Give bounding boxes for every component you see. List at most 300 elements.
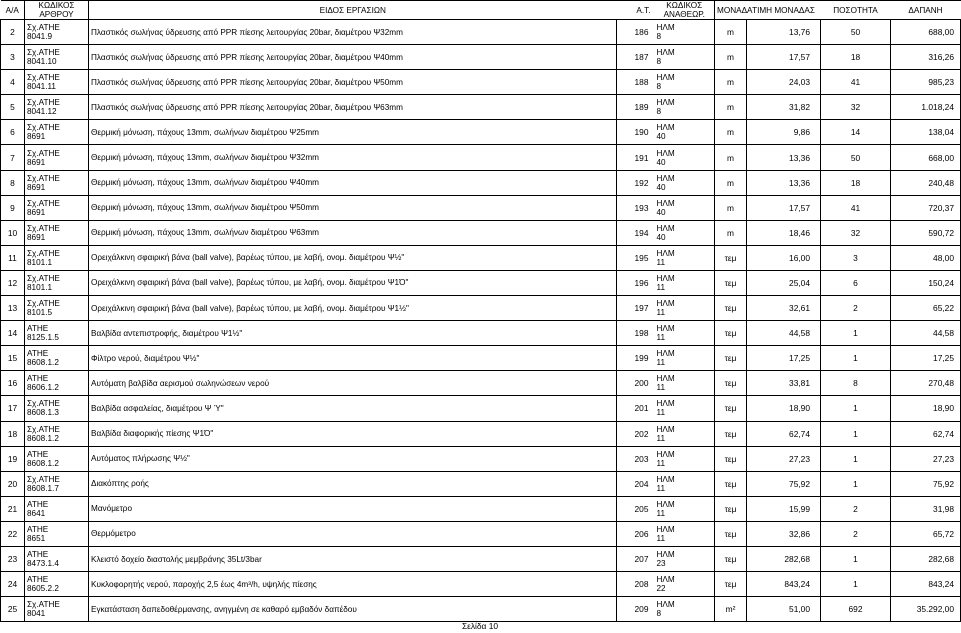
article-code-line: Σχ.ΑΤΗΕ [27,23,60,33]
unit-price: 25,04 [747,270,821,295]
article-code [25,220,89,245]
unit-of-measure: m [715,20,747,45]
quantity: 32 [821,95,891,120]
revision-code-line: 11 [656,458,665,468]
unit-price: 13,36 [747,170,821,195]
work-description: Βαλβίδα ασφαλείας, διαμέτρου Ψ Ύ" [89,396,617,421]
revision-code-line: 11 [656,257,665,267]
revision-code-line: ΗΛΜ [656,98,675,108]
article-code-line: Σχ.ΑΤΗΕ [27,173,60,183]
article-code [25,421,89,446]
revision-code [655,471,715,496]
article-code-line: 8651 [27,533,46,543]
revision-code-line: 8 [656,32,662,42]
table-row [1,446,961,471]
article-code-line: ΑΤΗΕ [27,499,49,509]
unit-of-measure: τεμ [715,446,747,471]
article-code-line: ΑΤΗΕ [27,524,49,534]
col-header-at: Α.Τ. [617,1,655,20]
row-number: 3 [1,45,25,70]
line-cost: 720,37 [891,195,961,220]
table-row [1,45,961,70]
table-row [1,70,961,95]
revision-code-line: ΗΛΜ [656,123,675,133]
article-code-line: 8691 [27,207,46,217]
price-article-number: 187 [617,45,655,70]
work-description: Θερμική μόνωση, πάχους 13mm, σωλήνων διαμέτρου Ψ32mm [89,145,617,170]
article-code [25,95,89,120]
quantity: 50 [821,20,891,45]
revision-code-line: 23 [656,559,666,569]
work-description: Αυτόματη βαλβίδα αερισμού σωληνώσεων νερού [89,371,617,396]
work-description: Θερμική μόνωση, πάχους 13mm, σωλήνων διαμέτρου Ψ63mm [89,220,617,245]
revision-code-line: 40 [656,182,666,192]
quantity: 1 [821,446,891,471]
article-code-line: Σχ.ΑΤΗΕ [27,299,60,309]
table-row [1,396,961,421]
unit-price: 17,57 [747,195,821,220]
unit-price: 51,00 [747,597,821,622]
unit-price: 282,68 [747,546,821,571]
line-cost: 18,90 [891,396,961,421]
table-row [1,496,961,521]
work-description: Πλαστικός σωλήνας ύδρευσης από PPR πίεσης λειτουργίας 20bar, διαμέτρου Ψ40mm [89,45,617,70]
table-row [1,421,961,446]
col-header-unitcode: ΚΩΔΙΚΟΣ ΑΝΑΘΕΩΡ. [655,1,715,20]
article-code [25,70,89,95]
article-code [25,321,89,346]
line-cost: 843,24 [891,572,961,597]
price-article-number: 191 [617,145,655,170]
quantity: 1 [821,546,891,571]
work-description: Αυτόματος πλήρωσης Ψ½" [89,446,617,471]
revision-code-line: 40 [656,207,666,217]
row-number: 11 [1,245,25,270]
article-code-line: Σχ.ΑΤΗΕ [27,399,60,409]
line-cost: 150,24 [891,270,961,295]
price-article-number: 205 [617,496,655,521]
unit-price: 16,00 [747,245,821,270]
unit-price: 32,86 [747,521,821,546]
revision-code-line: ΗΛΜ [656,424,675,434]
revision-code [655,346,715,371]
price-article-number: 186 [617,20,655,45]
quantity: 1 [821,396,891,421]
article-code-line: 8041.11 [27,82,56,92]
quantity: 41 [821,70,891,95]
work-description: Εγκατάσταση δαπεδοθέρμανσης, ανηγμένη σε καθαρό εμβαδόν δαπέδου [89,597,617,622]
work-description: Θερμική μόνωση, πάχους 13mm, σωλήνων διαμέτρου Ψ40mm [89,170,617,195]
unit-of-measure: m² [715,597,747,622]
article-code-line: 8473.1.4 [27,559,59,569]
revision-code [655,145,715,170]
revision-code [655,371,715,396]
revision-code [655,270,715,295]
article-code-line: 8608.1.2 [27,458,59,468]
price-article-number: 188 [617,70,655,95]
article-code [25,496,89,521]
price-article-number: 198 [617,321,655,346]
article-code-line: 8605.2.2 [27,584,59,594]
unit-of-measure: τεμ [715,572,747,597]
table-row [1,145,961,170]
table-row [1,546,961,571]
quantity: 692 [821,597,891,622]
line-cost: 282,68 [891,546,961,571]
table-row [1,296,961,321]
article-code-line: Σχ.ΑΤΗΕ [27,198,60,208]
page-footer [0,621,960,631]
revision-code-line: ΗΛΜ [656,223,675,233]
article-code [25,20,89,45]
line-cost: 75,92 [891,471,961,496]
article-code [25,245,89,270]
line-cost: 688,00 [891,20,961,45]
quantity: 8 [821,371,891,396]
revision-code [655,45,715,70]
table-row [1,20,961,45]
line-cost: 65,22 [891,296,961,321]
col-header-qty: ΠΟΣΟΤΗΤΑ [821,1,891,20]
table-body [1,20,961,622]
article-code-line: ΑΤΗΕ [27,324,49,334]
price-article-number: 192 [617,170,655,195]
quantity: 1 [821,321,891,346]
price-article-number: 194 [617,220,655,245]
article-code [25,170,89,195]
article-code-line: Σχ.ΑΤΗΕ [27,424,60,434]
line-cost: 316,26 [891,45,961,70]
line-cost: 1.018,24 [891,95,961,120]
revision-code [655,597,715,622]
work-description: Διακόπτης ροής [89,471,617,496]
work-description: Μανόμετρο [89,496,617,521]
unit-of-measure: τεμ [715,371,747,396]
article-code-line: 8041.9 [27,32,53,42]
col-header-desc: ΕΙΔΟΣ ΕΡΓΑΣΙΩΝ [89,1,617,20]
row-number: 17 [1,396,25,421]
price-article-number: 203 [617,446,655,471]
price-article-number: 190 [617,120,655,145]
revision-code-line: 11 [656,308,665,318]
article-code-line: 8608.1.2 [27,433,59,443]
article-code [25,120,89,145]
header-row [1,1,961,20]
article-code [25,296,89,321]
revision-code [655,296,715,321]
unit-of-measure: τεμ [715,471,747,496]
unit-of-measure: m [715,45,747,70]
revision-code [655,421,715,446]
article-code-line: 8101.5 [27,308,53,318]
line-cost: 668,00 [891,145,961,170]
line-cost: 44,58 [891,321,961,346]
row-number: 8 [1,170,25,195]
price-article-number: 209 [617,597,655,622]
unit-of-measure: τεμ [715,521,747,546]
article-code-line: 8691 [27,232,46,242]
article-code-line: 8691 [27,157,46,167]
price-article-number: 206 [617,521,655,546]
revision-code-line: ΗΛΜ [656,198,675,208]
revision-code-line: ΗΛΜ [656,299,675,309]
work-description: Θερμόμετρο [89,521,617,546]
revision-code-line: ΗΛΜ [656,148,675,158]
table-row [1,346,961,371]
price-article-number: 202 [617,421,655,446]
table-row [1,220,961,245]
line-cost: 27,23 [891,446,961,471]
unit-of-measure: τεμ [715,421,747,446]
article-code-line: Σχ.ΑΤΗΕ [27,223,60,233]
price-article-number: 207 [617,546,655,571]
table-row [1,371,961,396]
unit-of-measure: τεμ [715,396,747,421]
row-number: 5 [1,95,25,120]
article-code-line: Σχ.ΑΤΗΕ [27,123,60,133]
unit-of-measure: m [715,120,747,145]
article-code [25,546,89,571]
revision-code-line: ΗΛΜ [656,349,675,359]
revision-code-line: 11 [656,433,665,443]
price-article-number: 196 [617,270,655,295]
quantity: 1 [821,471,891,496]
price-article-number: 193 [617,195,655,220]
article-code [25,145,89,170]
revision-code-line: ΗΛΜ [656,273,675,283]
table-row [1,471,961,496]
price-article-number: 195 [617,245,655,270]
work-description: Φίλτρο νερού, διαμέτρου Ψ½" [89,346,617,371]
table-row [1,170,961,195]
unit-of-measure: m [715,95,747,120]
col-header-unit: ΜΟΝΑΔΑ [715,1,747,20]
revision-code [655,220,715,245]
row-number: 23 [1,546,25,571]
quantity: 41 [821,195,891,220]
table-row [1,120,961,145]
table-row [1,572,961,597]
line-cost: 138,04 [891,120,961,145]
price-article-number: 200 [617,371,655,396]
revision-code-line: 11 [656,483,665,493]
work-description: Πλαστικός σωλήνας ύδρευσης από PPR πίεσης λειτουργίας 20bar, διαμέτρου Ψ32mm [89,20,617,45]
price-article-number: 204 [617,471,655,496]
revision-code-line: ΗΛΜ [656,499,675,509]
revision-code [655,496,715,521]
revision-code-line: 40 [656,132,666,142]
revision-code [655,195,715,220]
quantity: 18 [821,170,891,195]
table-row [1,597,961,622]
article-code [25,446,89,471]
row-number: 21 [1,496,25,521]
unit-price: 44,58 [747,321,821,346]
unit-price: 75,92 [747,471,821,496]
article-code-line: Σχ.ΑΤΗΕ [27,73,60,83]
unit-price: 9,86 [747,120,821,145]
revision-code-line: ΗΛΜ [656,449,675,459]
revision-code-line: ΗΛΜ [656,474,675,484]
unit-price: 33,81 [747,371,821,396]
article-code-line: 8101.1 [27,257,53,267]
unit-of-measure: τεμ [715,546,747,571]
article-code-line: 8691 [27,132,46,142]
line-cost: 62,74 [891,421,961,446]
article-code-line: 8691 [27,182,46,192]
table-row [1,521,961,546]
unit-price: 18,90 [747,396,821,421]
line-cost: 48,00 [891,245,961,270]
price-article-number: 197 [617,296,655,321]
line-cost: 240,48 [891,170,961,195]
article-code [25,195,89,220]
article-code-line: 8608.1.2 [27,358,59,368]
unit-price: 24,03 [747,70,821,95]
revision-code-line: 8 [656,82,662,92]
row-number: 6 [1,120,25,145]
article-code-line: 8041.10 [27,57,57,67]
quantity: 1 [821,346,891,371]
article-code [25,572,89,597]
revision-code [655,446,715,471]
revision-code [655,396,715,421]
article-code-line: ΑΤΗΕ [27,575,49,585]
revision-code-line: 40 [656,157,666,167]
work-description: Κλειστό δοχείο διαστολής μεμβράνης 35Lt/3bar [89,546,617,571]
article-code [25,471,89,496]
work-description: Βαλβίδα αντεπιστροφής, διαμέτρου Ψ1½" [89,321,617,346]
row-number: 25 [1,597,25,622]
unit-price: 17,25 [747,346,821,371]
quantity: 14 [821,120,891,145]
revision-code [655,546,715,571]
article-code-line: 8606.1.2 [27,383,59,393]
revision-code-line: 11 [656,333,665,343]
row-number: 13 [1,296,25,321]
revision-code-line: ΗΛΜ [656,550,675,560]
revision-code-line: ΗΛΜ [656,524,675,534]
quantity: 2 [821,496,891,521]
revision-code-line: 11 [656,508,665,518]
work-description: Βαλβίδα διαφορικής πίεσης Ψ1Ό" [89,421,617,446]
row-number: 9 [1,195,25,220]
col-header-price: ΤΙΜΗ ΜΟΝΑΔΑΣ [747,1,821,20]
unit-price: 843,24 [747,572,821,597]
line-cost: 270,48 [891,371,961,396]
line-cost: 65,72 [891,521,961,546]
article-code [25,396,89,421]
article-code-line: Σχ.ΑΤΗΕ [27,98,60,108]
row-number: 22 [1,521,25,546]
row-number: 24 [1,572,25,597]
revision-code-line: 8 [656,609,662,619]
revision-code [655,521,715,546]
revision-code-line: ΗΛΜ [656,600,675,610]
revision-code-line: 11 [656,358,665,368]
revision-code [655,321,715,346]
article-code-line: ΑΤΗΕ [27,374,49,384]
revision-code-line: ΗΛΜ [656,73,675,83]
revision-code-line: 11 [656,282,665,292]
work-description: Ορειχάλκινη σφαιρική βάνα (ball valve), βαρέως τύπου, με λαβή, ονομ. διαμέτρου Ψ½" [89,245,617,270]
revision-code [655,20,715,45]
article-code-line: ΑΤΗΕ [27,349,49,359]
unit-of-measure: τεμ [715,296,747,321]
unit-price: 15,99 [747,496,821,521]
unit-price: 17,57 [747,45,821,70]
article-code-line: 8608.1.3 [27,408,59,418]
revision-code-line: 8 [656,107,662,117]
revision-code-line: 40 [656,232,666,242]
article-code [25,270,89,295]
row-number: 10 [1,220,25,245]
row-number: 16 [1,371,25,396]
article-code [25,371,89,396]
unit-of-measure: m [715,145,747,170]
revision-code [655,95,715,120]
article-code-line: 8125.1.5 [27,333,59,343]
col-header-code: ΚΩΔΙΚΟΣ ΑΡΘΡΟΥ [25,1,89,20]
row-number: 20 [1,471,25,496]
unit-of-measure: m [715,195,747,220]
revision-code-line: 11 [656,533,665,543]
unit-of-measure: τεμ [715,321,747,346]
table-row [1,245,961,270]
article-code [25,45,89,70]
unit-price: 31,82 [747,95,821,120]
row-number: 14 [1,321,25,346]
unit-price: 32,61 [747,296,821,321]
quantity: 18 [821,45,891,70]
line-cost: 31,98 [891,496,961,521]
quantity: 6 [821,270,891,295]
unit-of-measure: τεμ [715,496,747,521]
col-header-aa: Α/Α [1,1,25,20]
row-number: 15 [1,346,25,371]
unit-price: 62,74 [747,421,821,446]
revision-code [655,120,715,145]
article-code [25,521,89,546]
unit-price: 13,36 [747,145,821,170]
article-code-line: Σχ.ΑΤΗΕ [27,48,60,58]
revision-code-line: ΗΛΜ [656,23,675,33]
revision-code [655,70,715,95]
quantity: 1 [821,421,891,446]
price-article-number: 199 [617,346,655,371]
unit-price: 27,23 [747,446,821,471]
article-code-line: Σχ.ΑΤΗΕ [27,148,60,158]
revision-code-line: ΗΛΜ [656,399,675,409]
revision-code-line: ΗΛΜ [656,374,675,384]
table-row [1,321,961,346]
row-number: 7 [1,145,25,170]
quantity: 32 [821,220,891,245]
row-number: 2 [1,20,25,45]
unit-price: 13,76 [747,20,821,45]
revision-code-line: ΗΛΜ [656,324,675,334]
article-code-line: ΑΤΗΕ [27,550,49,560]
work-description: Πλαστικός σωλήνας ύδρευσης από PPR πίεσης λειτουργίας 20bar, διαμέτρου Ψ63mm [89,95,617,120]
article-code-line: Σχ.ΑΤΗΕ [27,248,60,258]
row-number: 12 [1,270,25,295]
work-description: Θερμική μόνωση, πάχους 13mm, σωλήνων διαμέτρου Ψ25mm [89,120,617,145]
article-code [25,597,89,622]
article-code [25,346,89,371]
revision-code-line: 8 [656,57,662,67]
revision-code [655,170,715,195]
article-code-line: ΑΤΗΕ [27,449,49,459]
